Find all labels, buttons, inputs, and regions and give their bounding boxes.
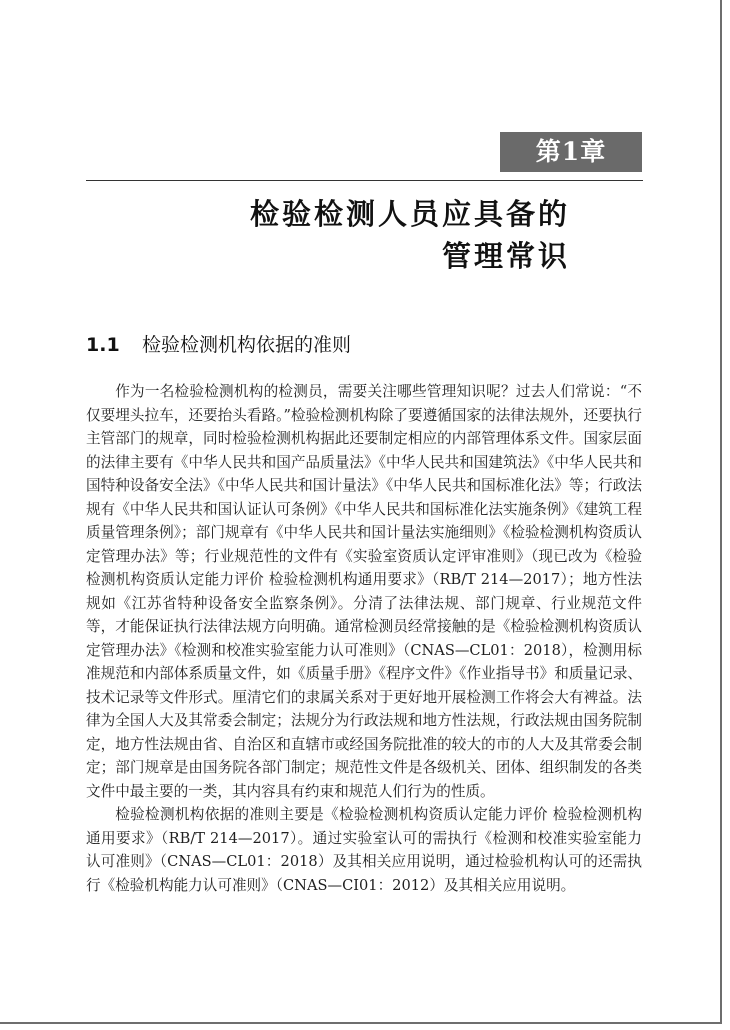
section-title: 检验检测机构依据的准则 <box>142 334 352 356</box>
chapter-divider <box>86 180 643 181</box>
paragraph: 检验检测机构依据的准则主要是《检验检测机构资质认定能力评价 检验检测机构通用要求》（RB/T 214—2017）。通过实验室认可的需执行《检测和校准实验室能力认可准则》（CNAS—CL01：2018）及其相关应用说明，通过检验机构认可的还需执行《检验机构能力认可准则》（CNAS—CI01：2012）及其相关应用说明。 <box>86 806 642 894</box>
chapter-title-line-2: 管理常识 <box>441 239 570 273</box>
section-heading <box>86 330 351 357</box>
section-number: 1.1 <box>86 334 120 356</box>
chapter-label: 第1章 <box>500 132 642 172</box>
body-text <box>86 380 642 897</box>
chapter-title-line-1: 检验检测人员应具备的 <box>249 197 570 231</box>
paragraph: 作为一名检验检测机构的检测员，需要关注哪些管理知识呢？过去人们常说：“不仅要埋头拉车，还要抬头看路。”检验检测机构除了要遵循国家的法律法规外，还要执行主管部门的规章，同时检验检测机构据此还要制定相应的内部管理体系文件。国家层面的法律主要有《中华人民共和国产品质量法》《中华人民共和国建筑法》《中华人民共和国特种设备安全法》《中华人民共和国计量法》《中华人民共和国标准化法》等；行政法规有《中华人民共和国认证认可条例》《中华人民共和国标准化法实施条例》《建筑工程质量管理条例》；部门规章有《中华人民共和国计量法实施细则》《检验检测机构资质认定管理办法》等；行业规范性的文件有《实验室资质认定评审准则》（现已改为《检验检测机构资质认定能力评价 检验检测机构通用要求》（RB/T 214—2017）；地方性法规如《江苏省特种设备安全监察条例》。分清了法律法规、部门规章、行业规范文件等，才能保证执行法律法规方向明确。通常检测员经常接触的是《检验检测机构资质认定管理办法》《检测和校准实验室能力认可准则》（CNAS—CL01：2018），检测用标准规范和内部体系质量文件，如《质量手册》《程序文件》《作业指导书》和质量记录、技术记录等文件形式。厘清它们的隶属关系对于更好地开展检测工作将会大有裨益。法律为全国人大及其常委会制定；法规分为行政法规和地方性法规，行政法规由国务院制定，地方性法规由省、自治区和直辖市或经国务院批准的较大的市的人大及其常委会制定；部门规章是由国务院各部门制定；规范性文件是各级机关、团体、组织制发的各类文件中最主要的一类，其内容具有约束和规范人们行为的性质。 <box>86 383 642 800</box>
